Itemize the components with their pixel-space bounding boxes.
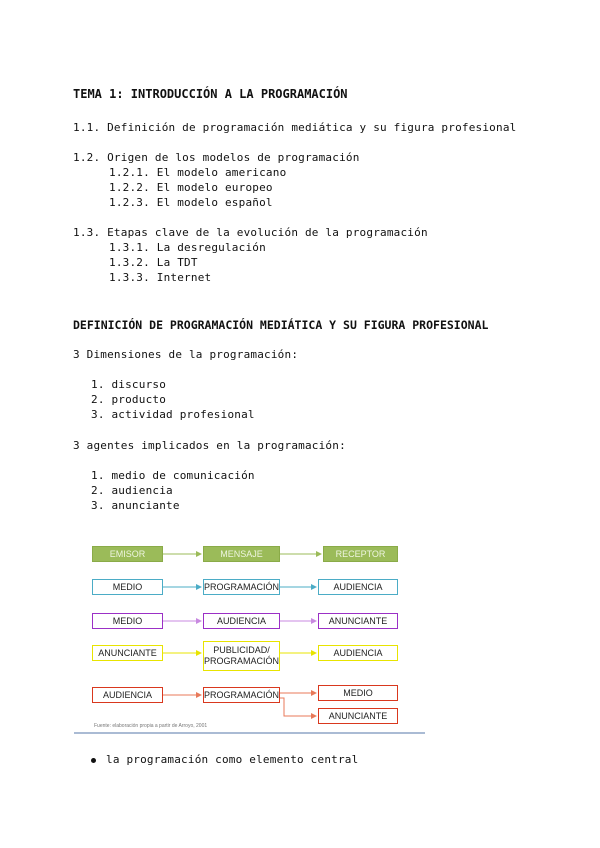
box-programacion: PROGRAMACIÓN (203, 687, 280, 703)
box-audiencia: AUDIENCIA (203, 613, 280, 629)
toc-item-1-2: 1.2. Origen de los modelos de programación (73, 151, 360, 164)
toc-item-1-2-3: 1.2.3. El modelo español (109, 196, 273, 209)
toc-item-1-3-2: 1.3.2. La TDT (109, 256, 198, 269)
agent-item: 1. medio de comunicación (91, 469, 255, 482)
dimension-item: 1. discurso (91, 378, 167, 391)
arrow (280, 698, 316, 716)
box-emisor: EMISOR (92, 546, 163, 562)
box-audiencia: AUDIENCIA (92, 687, 163, 703)
toc-item-1-2-2: 1.2.2. El modelo europeo (109, 181, 273, 194)
dimension-item: 3. actividad profesional (91, 408, 255, 421)
dimension-item: 2. producto (91, 393, 167, 406)
bullet-icon (91, 758, 96, 763)
box-publicidad-programacion: PUBLICIDAD/ PROGRAMACIÓN (203, 641, 280, 671)
page-title: TEMA 1: INTRODUCCIÓN A LA PROGRAMACIÓN (73, 87, 348, 101)
box-anunciante: ANUNCIANTE (92, 645, 163, 661)
toc-item-1-3: 1.3. Etapas clave de la evolución de la programación (73, 226, 428, 239)
section-heading: DEFINICIÓN DE PROGRAMACIÓN MEDIÁTICA Y SU FIGURA PROFESIONAL (73, 318, 489, 332)
bullet-text: la programación como elemento central (106, 753, 359, 766)
diagram-caption: Fuente: elaboración propia a partir de Arroyo, 2001 (94, 723, 208, 729)
box-programacion: PROGRAMACIÓN (203, 579, 280, 595)
toc-item-1-1: 1.1. Definición de programación mediática y su figura profesional (73, 121, 517, 134)
toc-item-1-3-1: 1.3.1. La desregulación (109, 241, 266, 254)
bullet-item (91, 753, 358, 766)
box-mensaje: MENSAJE (203, 546, 280, 562)
box-receptor: RECEPTOR (323, 546, 398, 562)
dimensions-intro: 3 Dimensiones de la programación: (73, 348, 299, 361)
agents-intro: 3 agentes implicados en la programación: (73, 439, 346, 452)
toc-item-1-2-1: 1.2.1. El modelo americano (109, 166, 287, 179)
toc-item-1-3-3: 1.3.3. Internet (109, 271, 212, 284)
box-medio: MEDIO (92, 613, 163, 629)
box-anunciante: ANUNCIANTE (318, 613, 398, 629)
box-medio: MEDIO (92, 579, 163, 595)
box-audiencia: AUDIENCIA (318, 579, 398, 595)
agent-item: 3. anunciante (91, 499, 180, 512)
box-anunciante: ANUNCIANTE (318, 708, 398, 724)
box-audiencia: AUDIENCIA (318, 645, 398, 661)
agent-item: 2. audiencia (91, 484, 173, 497)
box-medio: MEDIO (318, 685, 398, 701)
